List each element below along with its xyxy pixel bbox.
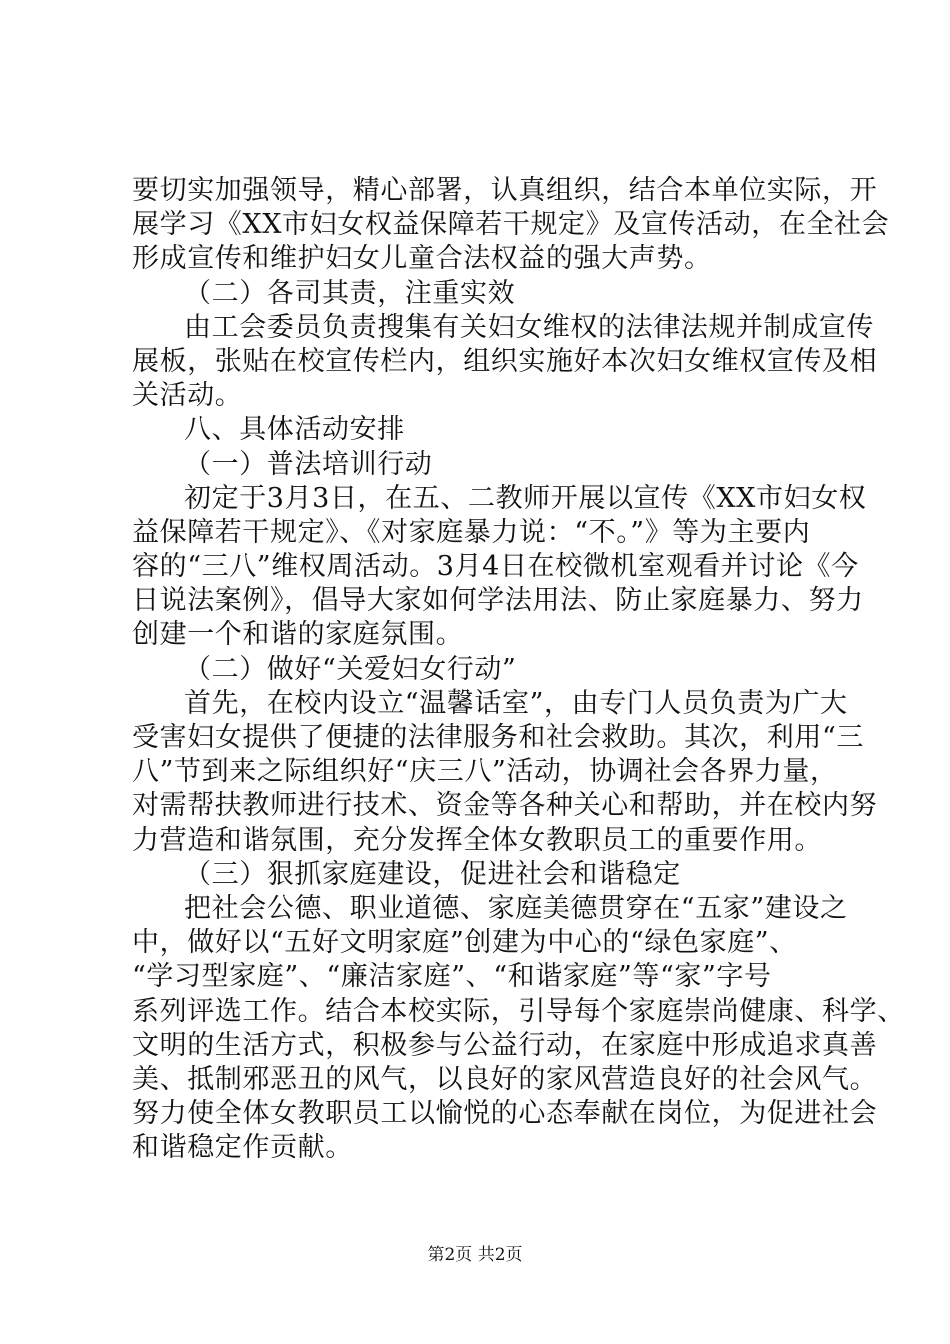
text-line: 展板，张贴在校宣传栏内，组织实施好本次妇女维权宣传及相 — [132, 345, 878, 377]
text-line: 对需帮扶教师进行技术、资金等各种关心和帮助，并在校内努 — [132, 790, 878, 822]
text-line: 文明的生活方式，积极参与公益行动，在家庭中形成追求真善 — [132, 1029, 878, 1061]
paragraph-first-line: 由工会委员负责搜集有关妇女维权的法律法规并制成宣传 — [184, 311, 874, 343]
page-number-footer: 第2页 共2页 — [427, 1245, 523, 1265]
text-line: 要切实加强领导，精心部署，认真组织，结合本单位实际，开 — [132, 175, 878, 206]
text-line: “学习型家庭”、“廉洁家庭”、“和谐家庭”等“家”字号 — [132, 961, 772, 993]
document-body — [132, 174, 905, 1165]
section-heading: （二）各司其责，注重实效 — [184, 277, 516, 309]
text-line: 容的“三八”维权周活动。3月4日在校微机室观看并讨论《今 — [132, 551, 859, 583]
text-line: 中，做好以“五好文明家庭”创建为中心的“绿色家庭”、 — [132, 927, 797, 959]
text-line: 力营造和谐氛围，充分发挥全体女教职员工的重要作用。 — [132, 824, 822, 856]
text-line: 益保障若干规定》、《对家庭暴力说：“不。”》等为主要内 — [132, 516, 811, 548]
paragraph-first-line: 把社会公德、职业道德、家庭美德贯穿在“五家”建设之 — [184, 892, 848, 924]
paragraph-first-line: 首先，在校内设立“温馨话室”，由专门人员负责为广大 — [184, 687, 848, 719]
text-line: 受害妇女提供了便捷的法律服务和社会救助。其次，利用“三 — [132, 722, 865, 753]
paragraph-first-line: 初定于3月3日，在五、二教师开展以宣传《XX市妇女权 — [184, 482, 867, 514]
text-line: 关活动。 — [132, 380, 243, 412]
text-line: 努力使全体女教职员工以愉悦的心态奉献在岗位，为促进社会 — [132, 1098, 878, 1130]
text-line: 日说法案例》，倡导大家如何学法用法、防止家庭暴力、努力 — [132, 585, 864, 617]
section-heading: 八、具体活动安排 — [184, 414, 405, 446]
text-line: 系列评选工作。结合本校实际，引导每个家庭崇尚健康、科学、 — [132, 995, 905, 1027]
section-heading: （一）普法培训行动 — [184, 448, 433, 480]
text-line: 美、抵制邪恶丑的风气，以良好的家风营造良好的社会风气。 — [132, 1063, 878, 1095]
section-heading: （三）狠抓家庭建设，促进社会和谐稳定 — [184, 858, 681, 890]
text-line: 八”节到来之际组织好“庆三八”活动，协调社会各界力量， — [132, 756, 838, 788]
section-heading: （二）做好“关爱妇女行动” — [184, 653, 517, 685]
text-line: 和谐稳定作贡献。 — [132, 1132, 353, 1164]
text-line: 形成宣传和维护妇女儿童合法权益的强大声势。 — [132, 243, 712, 275]
text-line: 创建一个和谐的家庭氛围。 — [132, 619, 464, 651]
text-line: 展学习《XX市妇女权益保障若干规定》及宣传活动，在全社会 — [132, 209, 890, 241]
